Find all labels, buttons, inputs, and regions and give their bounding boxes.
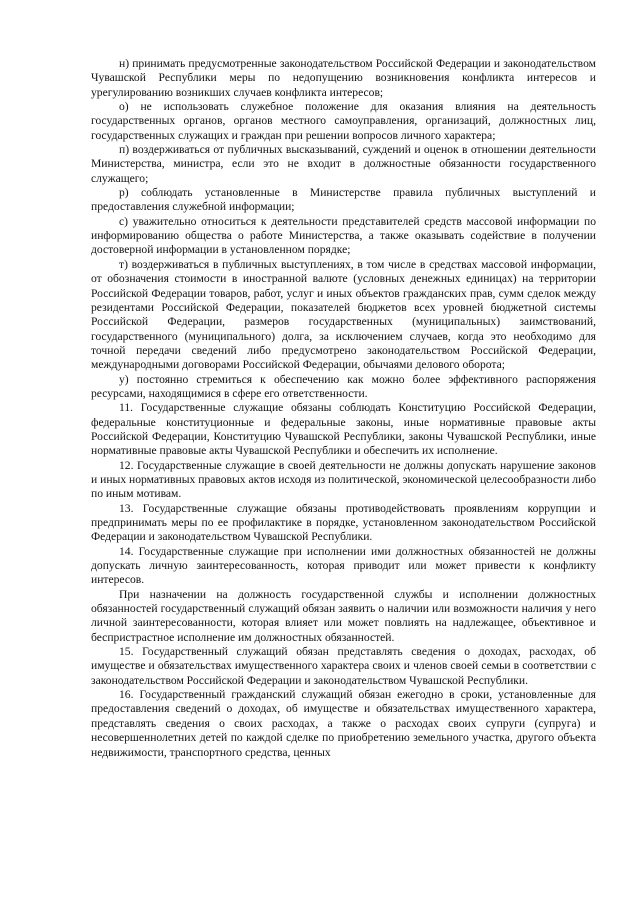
document-page [91,57,596,760]
paragraph-u: у) постоянно стремиться к обеспечению как можно более эффективного распоряжения ресурсами, находящимися в сфере его ответственности. [91,372,596,400]
paragraph-o: о) не использовать служебное положение для оказания влияния на деятельность государственных органов, органов местного самоуправления, организаций, должностных лиц, государственных служащих и граждан при решении вопросов личного характера; [91,100,596,142]
paragraph-14-continued: При назначении на должность государственной службы и исполнении должностных обязанностей государственный служащий обязан заявить о наличии или возможности наличия у него личной заинтересованности, которая влияет или может повлиять на надлежащее, объективное и беспристрастное исполнение им должностных обязанностей. [91,587,596,644]
paragraph-15: 15. Государственный служащий обязан представлять сведения о доходах, расходах, об имуществе и обязательствах имущественного характера своих и членов своей семьи в соответствии с законодательством Российской Федерации и законодательством Чувашской Республики. [91,645,596,687]
paragraph-p: п) воздерживаться от публичных высказываний, суждений и оценок в отношении деятельности Министерства, министра, если это не входит в должностные обязанности государственного служащего; [91,143,596,185]
paragraph-t: т) воздерживаться в публичных выступлениях, в том числе в средствах массовой информации, от обозначения стоимости в иностранной валюте (условных денежных единицах) на территории Российской Федерации товаров, работ, услуг и иных объектов гражданских прав, сумм сделок между резидентами Российской Федерации, показателей бюджетов всех уровней бюджетной системы Российской Федерации, размеров государственных (муниципальных) заимствований, государственного (муниципального) долга, за исключением случаев, когда это необходимо для точной передачи сведений либо предусмотрено законодательством Российской Федерации, международными договорами Российской Федерации, обычаями делового оборота; [91,257,596,372]
paragraph-r: р) соблюдать установленные в Министерстве правила публичных выступлений и предоставления служебной информации; [91,186,596,214]
paragraph-13: 13. Государственные служащие обязаны противодействовать проявлениям коррупции и предпринимать меры по ее профилактике в порядке, установленном законодательством Российской Федерации и законодательством Чувашской Республики. [91,501,596,544]
paragraph-12: 12. Государственные служащие в своей деятельности не должны допускать нарушение законов и иных нормативных правовых актов исходя из политической, экономической целесообразности либо по иным мотивам. [91,458,596,501]
paragraph-n: н) принимать предусмотренные законодательством Российской Федерации и законодательством Чувашской Республики меры по недопущению возникновения конфликта интересов и урегулированию возникших случаев конфликта интересов; [91,57,596,99]
paragraph-11: 11. Государственные служащие обязаны соблюдать Конституцию Российской Федерации, федеральные конституционные и федеральные законы, иные нормативные правовые акты Российской Федерации, Конституцию Чувашской Республики, законы Чувашской Республики, иные нормативные правовые акты Чувашской Республики и обеспечить их исполнение. [91,401,596,458]
paragraph-14: 14. Государственные служащие при исполнении ими должностных обязанностей не должны допускать личную заинтересованность, которая приводит или может привести к конфликту интересов. [91,544,596,587]
paragraph-s: с) уважительно относиться к деятельности представителей средств массовой информации по информированию общества о работе Министерства, а также оказывать содействие в получении достоверной информации в установленном порядке; [91,214,596,257]
paragraph-16: 16. Государственный гражданский служащий обязан ежегодно в сроки, установленные для предоставления сведений о доходах, об имуществе и обязательствах имущественного характера, представлять сведения о своих расходах, а также о расходах своих супруги (супруга) и несовершеннолетних детей по каждой сделке по приобретению земельного участка, другого объекта недвижимости, транспортного средства, ценных [91,688,596,759]
